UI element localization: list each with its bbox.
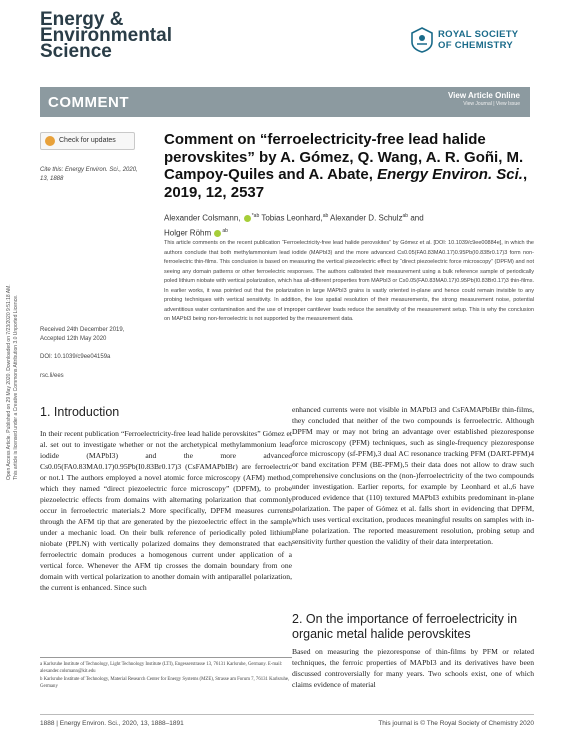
rsc-crest-icon (410, 27, 434, 53)
check-for-updates-button[interactable]: Check for updates (40, 132, 135, 150)
article-type-label: COMMENT (48, 94, 129, 111)
section-heading-introduction: 1. Introduction (40, 405, 120, 419)
journal-title: Energy & Environmental Science (40, 9, 172, 62)
accepted-date: Accepted 12th May 2020 (40, 336, 107, 342)
article-title: Comment on “ferroelectricity-free lead halide perovskites” by A. Gómez, Q. Wang, A. R. Goñi, M. Campoy-Quiles and A. Abate, Energy Environ. Sci., 2019, 12, 2537 (164, 131, 528, 201)
citation: Cite this: Energy Environ. Sci., 2020, 13, 1888 (40, 167, 138, 182)
journal-issue-links[interactable]: View Journal | View Issue (463, 101, 520, 107)
rsc-logo: ROYAL SOCIETY OF CHEMISTRY (410, 27, 434, 58)
journal-link[interactable]: rsc.li/ees (40, 373, 64, 379)
update-check-icon (45, 136, 55, 146)
page-footer-right: This journal is © The Royal Society of Chemistry 2020 (378, 720, 534, 727)
abstract: This article comments on the recent publication “Ferroelectricity-free lead halide perovskites” by Gómez et al. [DOI: 10.1039/c9ee00884e], in which the authors conclude that both methylammonium lead iodide (MAPbI3) and the more advanced Cs0.05(FA0.83MA0.17)0.95Pb(I0.83Br0.17)3 form non-ferroelectric thin-films. This conclusion is based on measuring the vertical piezoelectric effect by “direct piezoelectric force microscopy” (DPFM) and not seeing any domain patterns or other ferroelectric responses. The authors calibrated their measurement using a bulk reference sample of periodically poled lithium niobate with vertical polarization, which has all-different properties from MAPbI3 or Cs0.05(FA0.83MA0.17)0.95Pb(I0.83Br0.17)3 thin-films. In earlier works, it was pointed out that the polarization in large MAPbI3 grains is vastly oriented in-plane and hence could remain invisible to any probing techniques with vertical sensitivity. In addition, the low spatial resolution of their measurements, the strong measurement noise, potential adventitious water contamination and the use of improper cantilever loads reduce the sensitivity of the measurement setup. This is why the conclusion on MAPbI3 being non-ferroelectric is not supported by the measurement data. (164, 240, 534, 322)
orcid-icon[interactable] (244, 215, 251, 222)
footer-divider (40, 714, 534, 715)
section2-text: Based on measuring the piezoresponse of thin-films by PFM or related techniques, the ferroic properties of MAPbI3 and its derivatives have been discussed controversially for many years. Two schools exist, one of which claims evidence of material (292, 647, 534, 689)
open-access-notice: Open Access Article. Published on 29 May 2020. Downloaded on 7/23/2020 9:51:18 AM. This article is licensed under a Creative Commons Attribution 3.0 Unported Licence. (6, 284, 19, 480)
affiliations-footnote: a Karlsruhe Institute of Technology, Light Technology Institute (LTI), Engesserstrasse 13, 76131 Karlsruhe, Germany. E-mail: alexander.colsmann@kit.edu b Karlsruhe Institute of Technology, Material Research Center for Energy Systems (MZE), Strasse am Forum 7, 76131 Karlsruhe, Germany (40, 657, 292, 691)
article-type-banner (40, 87, 530, 117)
section-heading-ferroelectricity: 2. On the importance of ferroelectricity in organic metal halide perovskites (292, 612, 518, 641)
orcid-icon[interactable] (214, 230, 221, 237)
introduction-text-right: enhanced currents were not visible in MAPbI3 and CsFAMAPbIBr thin-films, they concluded that neither of the two compounds is ferroelectric. Although DPFM may or may not bring an advantage over established piezoresponse force microscopy (PFM) techniques, such as single-frequency piezoresponse force microscopy (sf-PFM),3 dual AC resonance tracking PFM (DART-PFM)4 or band excitation PFM (BE-PFM),5 their data does not allow to draw such comprehensive conclusions on the (non-)ferroelectricity of the two compounds under investigation. Earlier reports, for example by Leonhard et al.,6 have produced evidence that (110) textured MAPbI3 exhibits predominant in-plane polarization. The paper of Gómez et al. falls short in evidencing that DPFM, which uses vertical excitation, produces meaningful results on samples with in-plane polarization. The reported measurement resolution, probing setup and sensitivity further question the validity of their data interpretation. (292, 405, 534, 546)
page-footer-left: 1888 | Energy Environ. Sci., 2020, 13, 1888–1891 (40, 720, 184, 727)
view-article-online-link[interactable]: View Article Online (447, 91, 520, 100)
received-date: Received 24th December 2019, (40, 327, 125, 333)
introduction-text-left: In their recent publication “Ferroelectricity-free lead halide perovskites” Gómez et al. set out to investigate whether or not the archetypical methylammonium lead iodide (MAPbI3) and the more advanced Cs0.05(FA0.83MA0.17)0.95Pb(I0.83Br0.17)3 (CsFAMAPbIBr) are ferroelectric or not.1 The authors employed a novel atomic force microscopy (AFM) method, which they named “direct piezoelectric force microscopy” (DPFM), to probe piezoelectric effects from domains with alternating polarization that commonly occur in ferroelectric materials.2 More specifically, DPFM measures currents through the AFM tip that are generated by the piezoelectric effect in the sample under a mechanic load. On their bulk reference of periodically poled lithium niobate (PPLN) with vertically polarized domains they demonstrated that each ferroelectric domain produces a homogenous current under application of a vertical force. Whenever the AFM tip crosses the domain boundary from one domain with vertical polarization to another domain with antiparallel polarization, the current is enhanced. Since such (40, 429, 292, 592)
doi[interactable]: DOI: 10.1039/c9ee04159a (40, 354, 111, 360)
open-access-sidebar (3, 150, 29, 480)
author-list: Alexander Colsmann, $^{*ab}$ Tobias Leonhard,$^{ab}$ Alexander D. Schulz$^{ab}$ and Holger Röhm $^{ab}$ (164, 213, 424, 238)
